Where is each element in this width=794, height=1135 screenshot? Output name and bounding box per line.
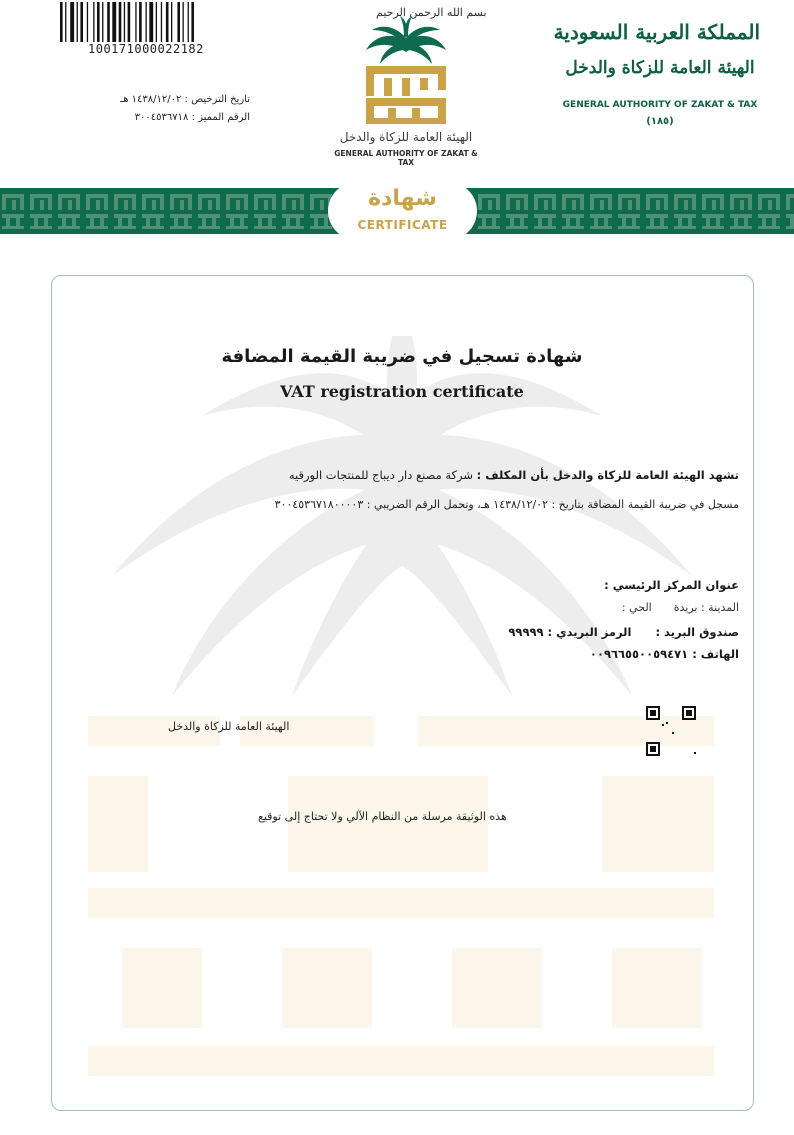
kingdom-name-ar: المملكة العربية السعودية xyxy=(553,20,760,44)
barcode-number: 100171000022182 xyxy=(88,42,248,56)
vat-number: الرقم المميز : ٣٠٠٤٥٣٦٧١٨ xyxy=(134,112,250,123)
watermark-icon xyxy=(52,276,752,1110)
address-phone: الهاتف : ٠٠٩٦٦٥٥٠٠٥٩٤٧١ xyxy=(589,647,739,661)
authority-name-en: GENERAL AUTHORITY OF ZAKAT & TAX xyxy=(562,100,758,110)
address-postal-code: الرمز البريدي : ٩٩٩٩٩ xyxy=(508,625,632,639)
zakat-logo xyxy=(326,2,487,167)
certificate-title-en: VAT registration certificate xyxy=(280,382,524,401)
certificate-frame xyxy=(51,275,754,1111)
license-date: تاريخ الترخيص : ١٤٣٨/١٢/٠٢ هـ xyxy=(120,94,250,105)
basmala: بسم الله الرحمن الرحيم xyxy=(376,6,487,19)
certificate-badge xyxy=(330,184,475,238)
address-heading: عنوان المركز الرئيسي : xyxy=(604,578,739,592)
address-district: الحي : xyxy=(621,601,652,614)
certificate-label-ar: شهادة xyxy=(368,186,437,211)
auto-generated-note: هذه الوثيقة مرسلة من النظام الآلي ولا تحتاج إلى توقيع xyxy=(258,810,507,823)
authority-signature-text: الهيئة العامة للزكاة والدخل xyxy=(168,720,290,733)
registration-line: مسجل في ضريبة القيمة المضافة بتاريخ : ١٤٣٨/١٢/٠٢ هـ، وتحمل الرقم الضريبي : ٣٠٠٤٥٣٦٧١٨٠٠٠٠٣ xyxy=(274,498,739,511)
certificate-label-en: CERTIFICATE xyxy=(357,218,448,232)
address-po-box: صندوق البريد : xyxy=(655,625,739,639)
taxpayer-line xyxy=(289,468,739,482)
certificate-title-ar: شهادة تسجيل في ضريبة القيمة المضافة xyxy=(221,346,583,367)
palm-tree-logo-icon xyxy=(326,2,486,128)
barcode-bars xyxy=(60,2,248,42)
barcode xyxy=(60,2,248,56)
address-po-line xyxy=(508,625,739,639)
authority-code: (١٨٥) xyxy=(646,116,674,127)
address-city: المدينة : بريدة xyxy=(673,601,739,614)
center-authority-name-ar: الهيئة العامة للزكاة والدخل xyxy=(339,130,473,144)
authority-name-calligraphy: الهيئة العامة للزكاة والدخل xyxy=(565,58,755,78)
center-authority-name-en: GENERAL AUTHORITY OF ZAKAT & TAX xyxy=(334,149,478,167)
taxpayer-name: شركة مصنع دار ديباج للمنتجات الورقيه xyxy=(288,468,474,482)
taxpayer-label: تشهد الهيئة العامة للزكاة والدخل بأن المكلف : xyxy=(476,468,739,482)
qr-code-icon xyxy=(646,706,696,756)
address-city-line xyxy=(622,601,739,614)
kingdom-authority-logo xyxy=(553,18,760,133)
